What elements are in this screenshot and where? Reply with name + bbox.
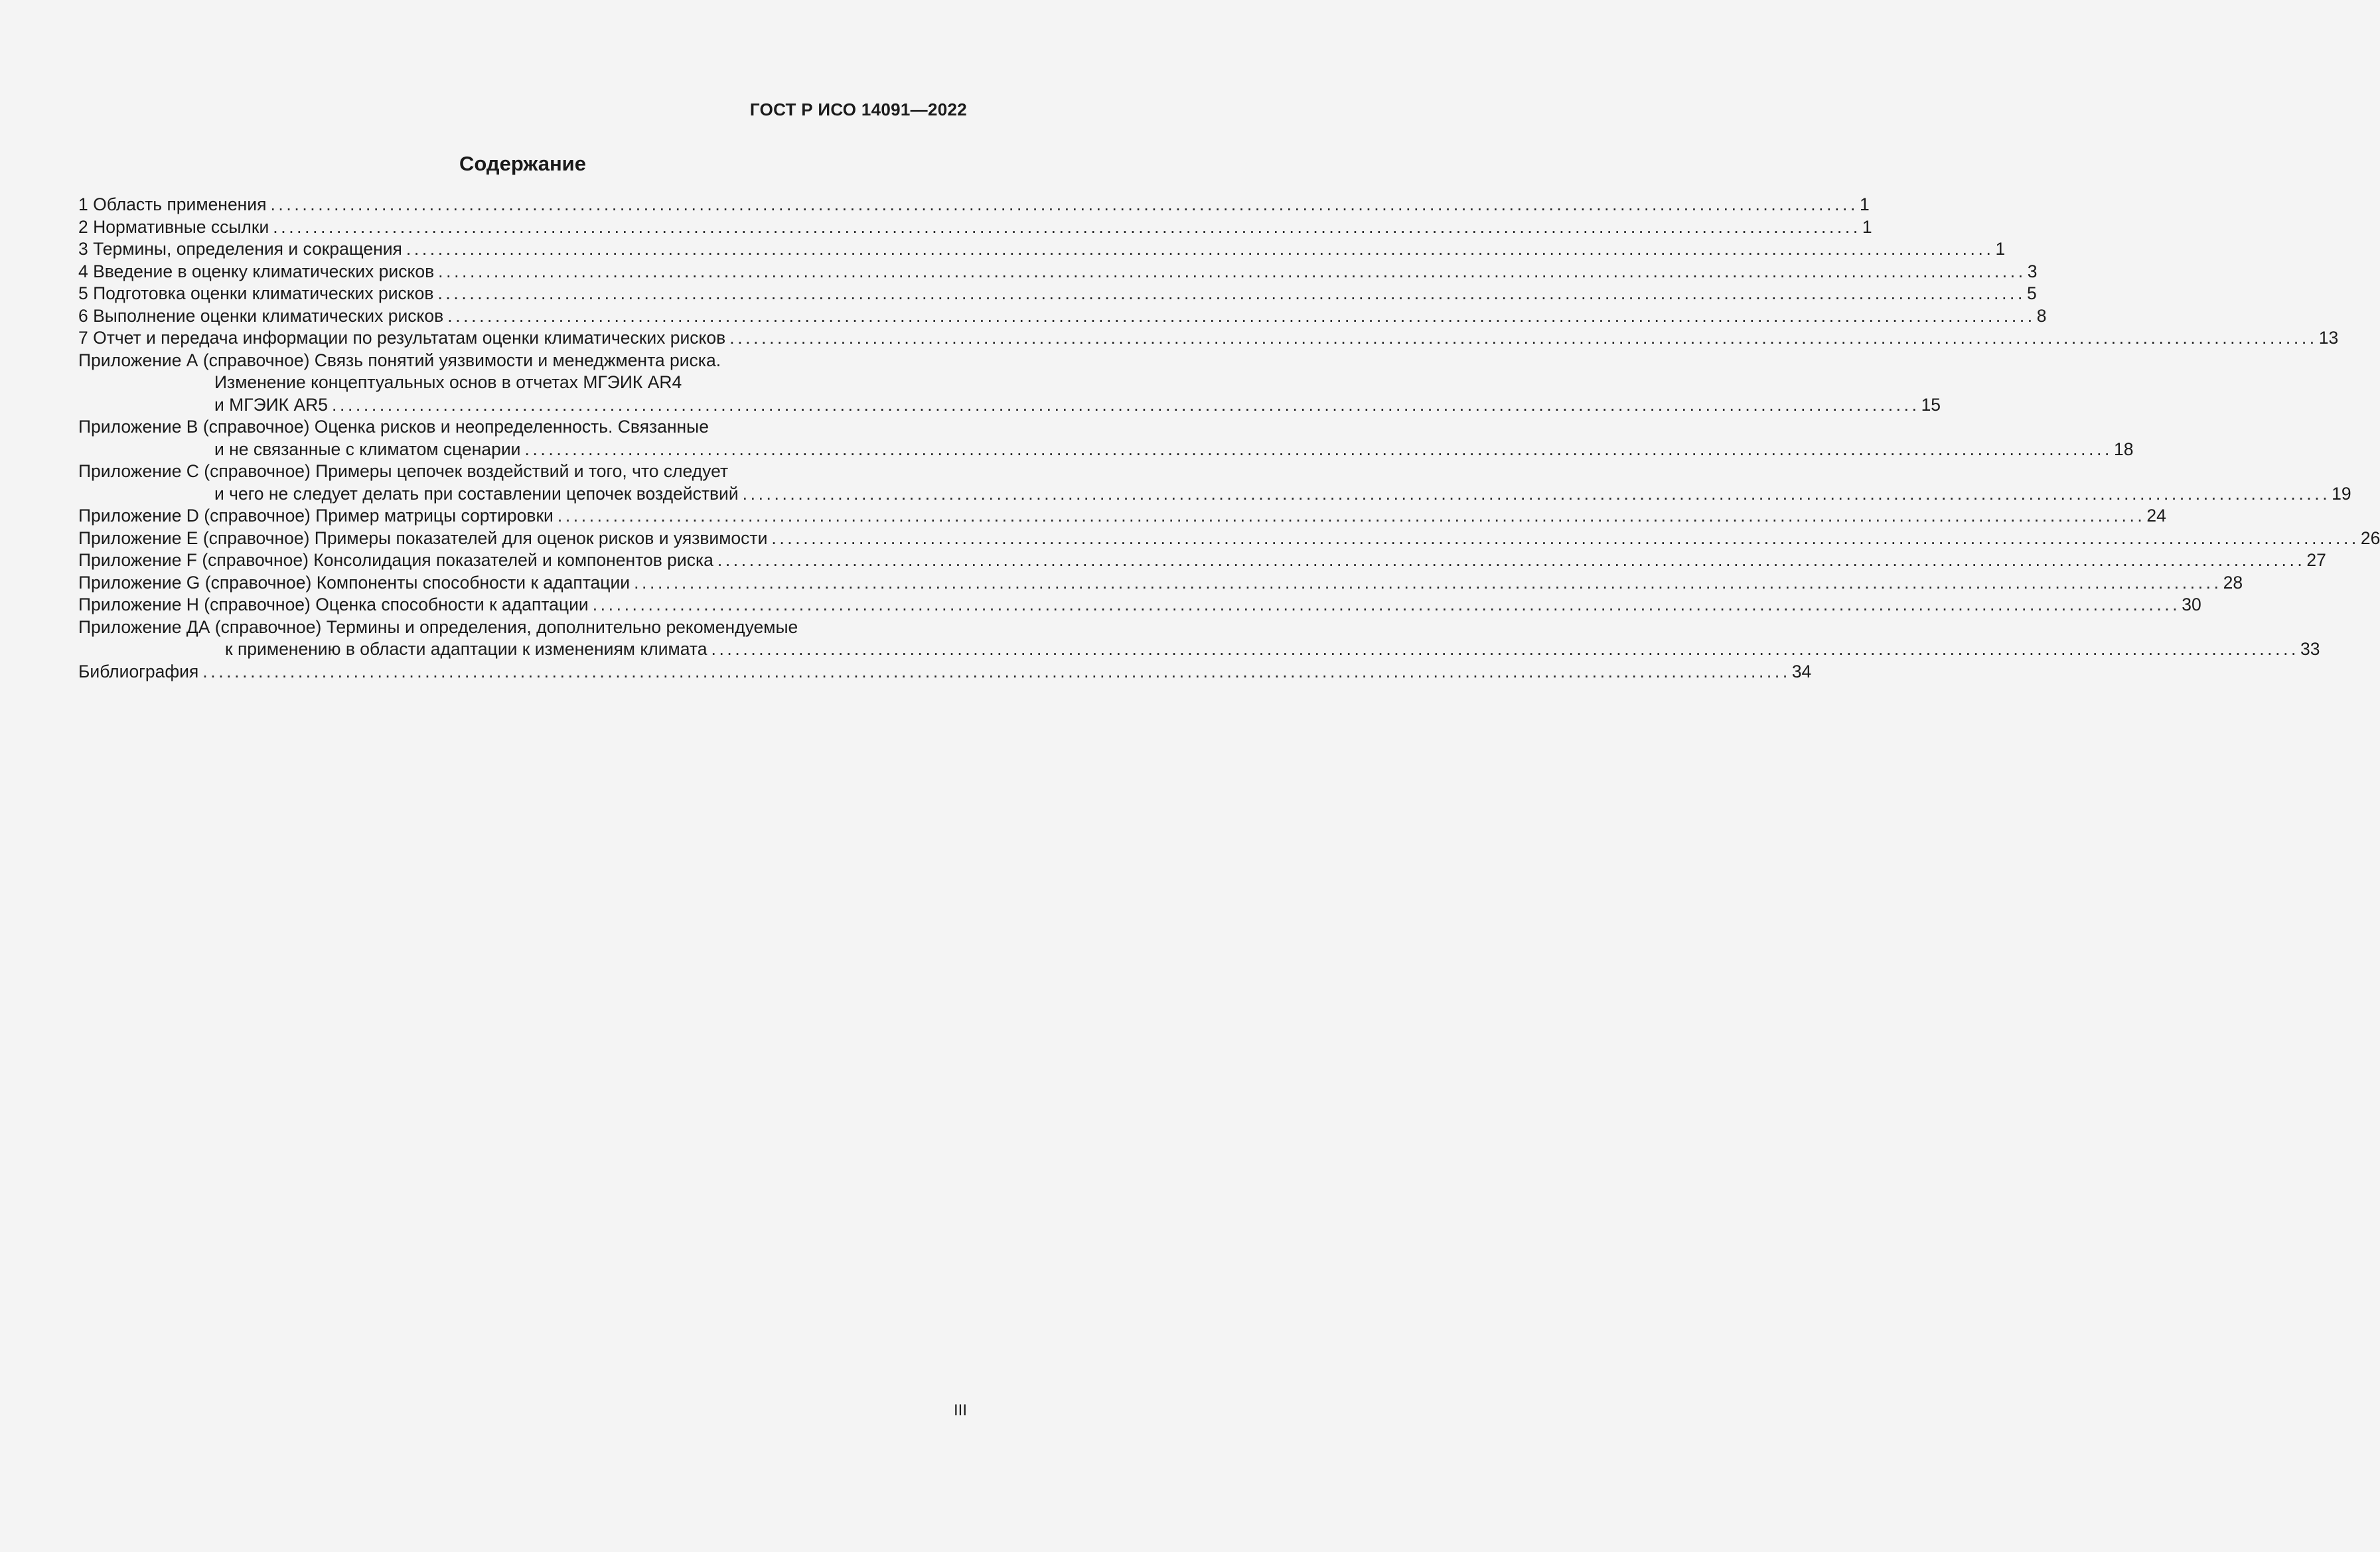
toc-entry-page: 1 bbox=[1859, 194, 1870, 214]
toc-entry-bibliography[interactable] bbox=[78, 661, 1812, 683]
toc-entry-page: 19 bbox=[2332, 483, 2351, 504]
toc-entry-introduction[interactable] bbox=[78, 261, 2038, 283]
toc-entry-scope[interactable] bbox=[78, 194, 1870, 216]
dot-leader: ........................................................................................................................................................................................................ bbox=[437, 283, 2026, 303]
toc-entry-annex-a-continuation[interactable] bbox=[78, 394, 1941, 417]
dot-leader: ........................................................................................................................................................................................................ bbox=[711, 639, 2300, 659]
toc-entry-annex-g[interactable] bbox=[78, 572, 2243, 595]
toc-title: Содержание bbox=[459, 152, 586, 175]
toc-entry-text: Приложение А (справочное) Связь понятий уязвимости и менеджмента риска. bbox=[78, 350, 721, 370]
dot-leader: ........................................................................................................................................................................................................ bbox=[771, 528, 2359, 548]
dot-leader: ........................................................................................................................................................................................................ bbox=[270, 194, 1858, 214]
toc-entry-text: 2 Нормативные ссылки bbox=[78, 216, 269, 237]
toc-entry-terms[interactable] bbox=[78, 238, 2006, 261]
toc-entry-page: 30 bbox=[2182, 595, 2201, 614]
toc-entry-annex-b[interactable] bbox=[78, 416, 967, 439]
dot-leader: ........................................................................................................................................................................................................ bbox=[447, 305, 2036, 326]
toc-entry-annex-d[interactable] bbox=[78, 505, 2166, 528]
toc-entry-annex-da[interactable] bbox=[78, 616, 967, 639]
toc-entry-page: 18 bbox=[2114, 439, 2134, 459]
toc-entry-annex-h[interactable] bbox=[78, 594, 2201, 616]
toc-entry-text: Приложение D (справочное) Пример матрицы сортировки bbox=[78, 506, 554, 526]
dot-leader: ........................................................................................................................................................................................................ bbox=[717, 550, 2306, 570]
toc-entry-page: 27 bbox=[2306, 550, 2326, 570]
toc-entry-page: 1 bbox=[1995, 239, 2006, 259]
dot-leader: ........................................................................................................................................................................................................ bbox=[406, 239, 1994, 259]
dot-leader: ........................................................................................................................................................................................................ bbox=[273, 216, 1861, 237]
toc-entry-text: Приложение В (справочное) Оценка рисков и неопределенность. Связанные bbox=[78, 417, 709, 437]
toc-entry-preparation[interactable] bbox=[78, 283, 2037, 305]
toc-entry-page: 15 bbox=[1921, 394, 1941, 415]
toc-entry-text: Приложение G (справочное) Компоненты способности к адаптации bbox=[78, 572, 631, 593]
toc-entry-text: Приложение Е (справочное) Примеры показателей для оценок рисков и уязвимости bbox=[78, 528, 768, 548]
dot-leader: ........................................................................................................................................................................................................ bbox=[524, 439, 2113, 459]
toc-entry-text: Изменение концептуальных основ в отчетах МГЭИК AR4 bbox=[214, 372, 682, 392]
toc-entry-annex-a[interactable] bbox=[78, 350, 967, 372]
toc-entry-annex-e[interactable] bbox=[78, 528, 2380, 550]
toc-entry-annex-a-continuation[interactable] bbox=[78, 372, 967, 394]
dot-leader: ........................................................................................................................................................................................................ bbox=[202, 661, 1791, 681]
table-of-contents bbox=[78, 194, 2380, 683]
dot-leader: ........................................................................................................................................................................................................ bbox=[332, 394, 1920, 415]
toc-entry-normative-references[interactable] bbox=[78, 216, 1872, 239]
toc-entry-text: Библиография bbox=[78, 661, 199, 681]
dot-leader: ........................................................................................................................................................................................................ bbox=[438, 261, 2026, 281]
toc-entry-page: 13 bbox=[2318, 328, 2339, 348]
toc-entry-text: и не связанные с климатом сценарии bbox=[214, 439, 521, 459]
toc-entry-annex-c[interactable] bbox=[78, 460, 967, 483]
toc-entry-reporting[interactable] bbox=[78, 327, 2339, 350]
toc-entry-execution[interactable] bbox=[78, 305, 2047, 328]
toc-entry-page: 28 bbox=[2223, 572, 2243, 593]
toc-entry-text: 1 Область применения bbox=[78, 194, 267, 214]
toc-entry-page: 5 bbox=[2026, 283, 2037, 303]
toc-entry-text: Приложение F (справочное) Консолидация показателей и компонентов риска bbox=[78, 550, 713, 570]
toc-entry-text: Приложение С (справочное) Примеры цепочек воздействий и того, что следует bbox=[78, 461, 729, 481]
dot-leader: ........................................................................................................................................................................................................ bbox=[592, 595, 2181, 614]
document-code: ГОСТ Р ИСО 14091—2022 bbox=[749, 100, 967, 119]
toc-entry-page: 3 bbox=[2027, 261, 2038, 281]
toc-entry-page: 33 bbox=[2300, 639, 2320, 659]
toc-entry-text: и МГЭИК AR5 bbox=[214, 394, 329, 415]
toc-entry-annex-c-continuation[interactable] bbox=[78, 483, 2351, 506]
toc-entry-text: Приложение ДА (справочное) Термины и определения, дополнительно рекомендуемые bbox=[78, 616, 798, 637]
toc-entry-text: 7 Отчет и передача информации по результатам оценки климатических рисков bbox=[78, 328, 726, 348]
dot-leader: ........................................................................................................................................................................................................ bbox=[634, 572, 2222, 593]
toc-entry-text: 4 Введение в оценку климатических рисков bbox=[78, 261, 435, 281]
toc-entry-page: 34 bbox=[1791, 661, 1812, 681]
toc-entry-text: 3 Термины, определения и сокращения bbox=[78, 239, 402, 259]
toc-entry-text: Приложение Н (справочное) Оценка способности к адаптации bbox=[78, 595, 589, 614]
page-number: III bbox=[953, 1401, 967, 1419]
toc-entry-annex-b-continuation[interactable] bbox=[78, 439, 2134, 461]
toc-entry-page: 8 bbox=[2036, 305, 2047, 326]
toc-entry-page: 24 bbox=[2146, 506, 2166, 526]
dot-leader: ........................................................................................................................................................................................................ bbox=[557, 506, 2146, 526]
toc-entry-text: 5 Подготовка оценки климатических рисков bbox=[78, 283, 434, 303]
dot-leader: ........................................................................................................................................................................................................ bbox=[742, 483, 2331, 504]
toc-entry-text: 6 Выполнение оценки климатических рисков bbox=[78, 305, 444, 326]
toc-entry-annex-da-continuation[interactable] bbox=[78, 638, 2320, 661]
toc-entry-page: 1 bbox=[1862, 216, 1872, 237]
toc-entry-annex-f[interactable] bbox=[78, 549, 2326, 572]
dot-leader: ........................................................................................................................................................................................................ bbox=[729, 328, 2318, 348]
toc-entry-text: и чего не следует делать при составлении цепочек воздействий bbox=[214, 483, 739, 504]
toc-entry-text: к применению в области адаптации к изменениям климата bbox=[225, 639, 707, 659]
toc-entry-page: 26 bbox=[2360, 528, 2380, 548]
